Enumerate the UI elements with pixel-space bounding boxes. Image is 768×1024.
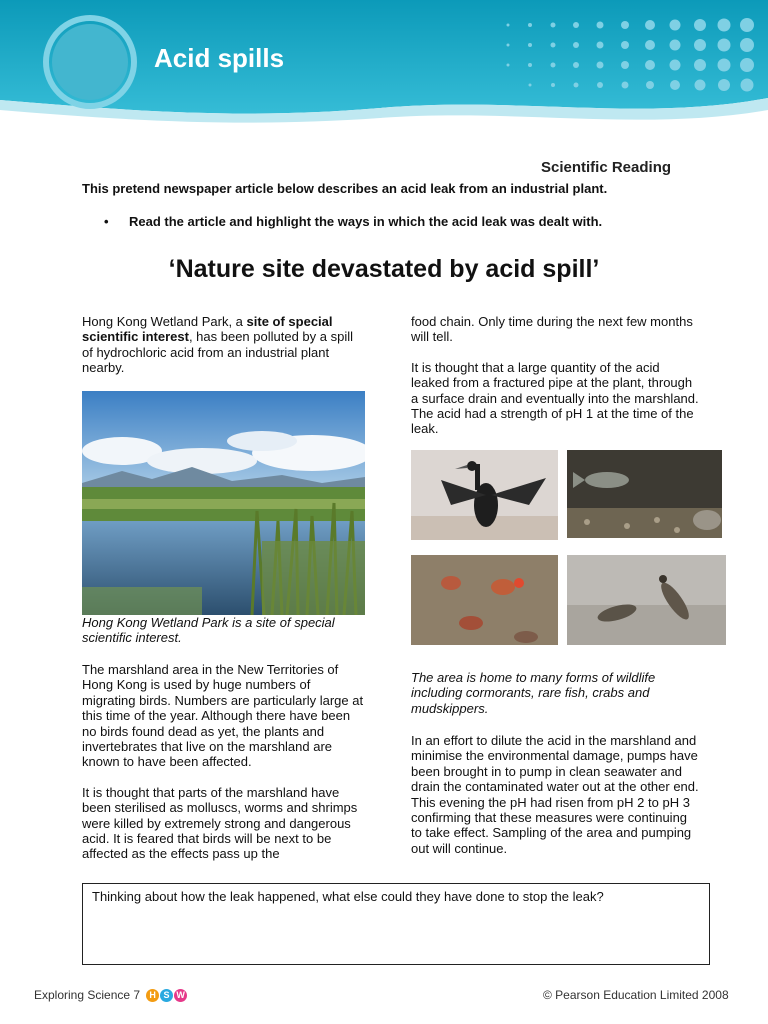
hsw-logo (146, 989, 187, 1002)
hsw-w-badge: W (174, 989, 187, 1002)
hsw-s-badge: S (160, 989, 173, 1002)
left-column-intro (82, 314, 367, 391)
instruction-item (104, 214, 724, 229)
header-wave-graphic (0, 0, 768, 125)
page-title: Acid spills (154, 43, 285, 73)
article-paragraph (82, 314, 367, 376)
article-paragraph: In an effort to dilute the acid in the marshland and minimise the environmental damage, pumps have been brought in to pump in clean seawater and drain the contaminated water out at the other end. This evening the pH had risen from pH 2 to pH 3 confirming that these measures were continuing to take effect. Sampling of the area and pumping out will continue. (411, 733, 699, 856)
paragraph-text: , has been polluted by a spill of hydrochloric acid from an industrial plant nearby. (82, 329, 353, 376)
copyright-notice: © Pearson Education Limited 2008 (543, 988, 729, 1002)
question-answer-box[interactable] (82, 883, 710, 965)
article-paragraph: food chain. Only time during the next few months will tell. (411, 314, 693, 345)
section-label: Scientific Reading (541, 159, 672, 176)
intro-text: This pretend newspaper article below describes an acid leak from an industrial plant. (82, 181, 608, 196)
article-headline: ‘Nature site devastated by acid spill’ (168, 255, 600, 283)
mudskipper-photo (567, 555, 726, 645)
article-paragraph: It is thought that a large quantity of the acid leaked from a fractured pipe at the plant, through a surface drain and eventually into the marshland. The acid had a strength of pH 1 at the time of the leak. (411, 359, 699, 437)
question-text: Thinking about how the leak happened, what else could they have done to stop the leak? (92, 889, 604, 904)
crab-photo (411, 555, 558, 645)
article-paragraph: It is thought that parts of the marshland have been sterilised as molluscs, worms and shrimps were killed by extremely strong and dangerous acid. It is feared that birds will be next to be affected as the effects pass up the (82, 784, 358, 862)
hsw-h-badge: H (146, 989, 159, 1002)
right-column-top (411, 314, 701, 452)
article-paragraph: The marshland area in the New Territories of Hong Kong is used by huge numbers of migrating birds. Numbers are particularly large at this time of the year. Although there have been no birds found dead as yet, the plants and invertebrates that live on the marshland are known to have been affected. (82, 662, 364, 770)
highlight-term: site of special scientific interest (82, 314, 333, 345)
wetland-photo (82, 391, 365, 615)
header-banner (0, 0, 768, 125)
paragraph-text: Hong Kong Wetland Park, a (82, 314, 247, 329)
series-title: Exploring Science 7 (34, 988, 141, 1002)
wetland-caption: Hong Kong Wetland Park is a site of special scientific interest. (82, 615, 335, 646)
footer-series (34, 988, 187, 1002)
fish-photo (567, 450, 722, 538)
wildlife-caption: The area is home to many forms of wildlife including cormorants, rare fish, crabs and mudskippers. (411, 670, 656, 716)
instruction-text: Read the article and highlight the ways in which the acid leak was dealt with. (129, 214, 603, 229)
bullet-icon: • (104, 214, 109, 229)
left-column-body (82, 662, 367, 877)
cormorant-photo (411, 450, 558, 540)
right-column-body (411, 733, 701, 871)
